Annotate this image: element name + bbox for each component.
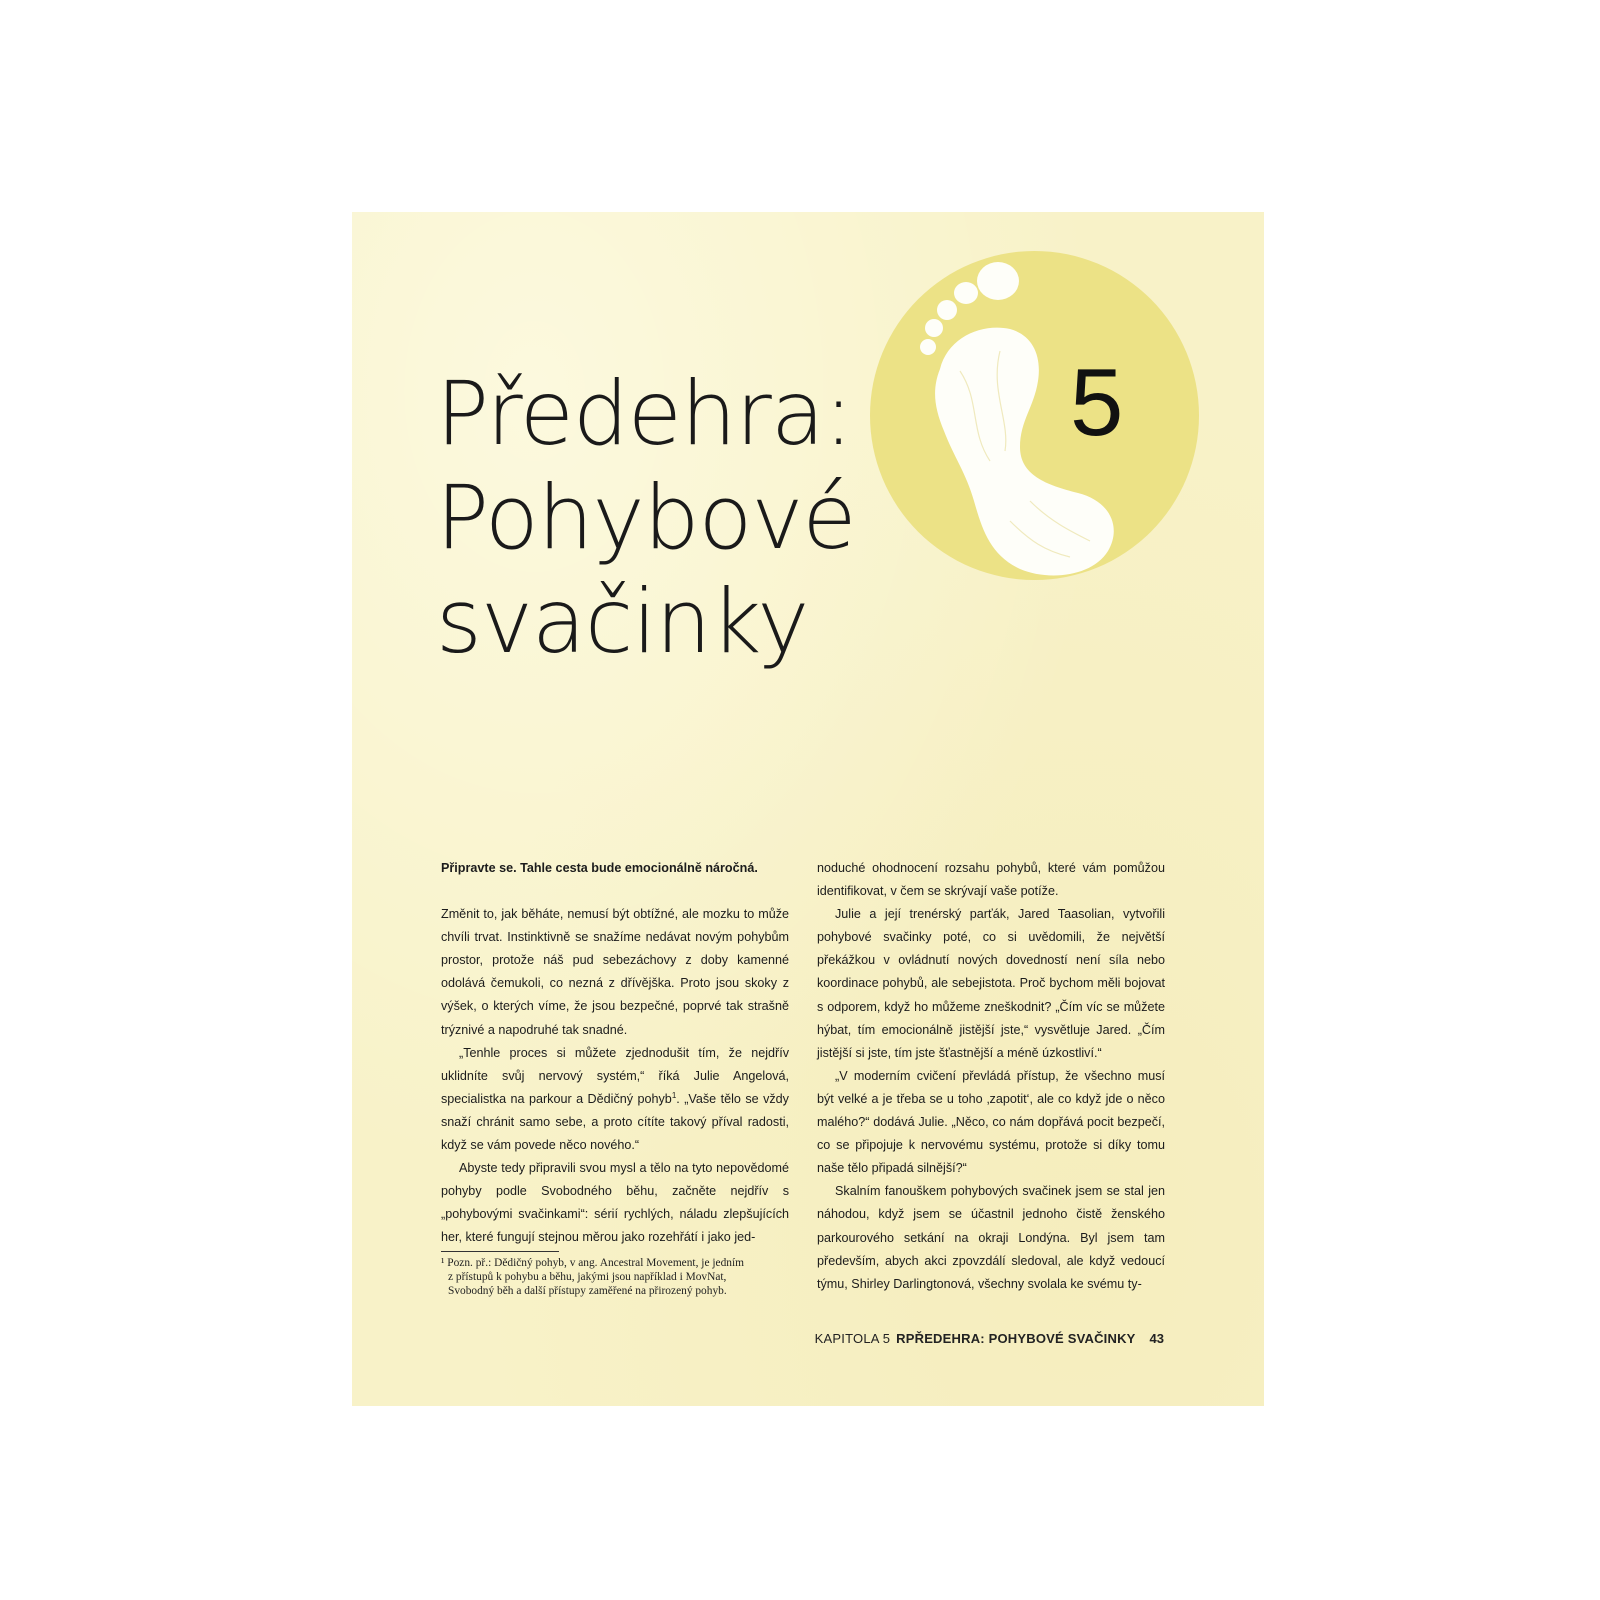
paragraph: Skalním fanouškem pohybových svačinek jsem se stal jen náhodou, když jsem se účastnil jednoho čistě ženského parkourového setkání na okraji Londýna. Byl jsem tam především, abych akci zpovzdálí sledoval, ale když vedoucí týmu, Shirley Darlingtonová, všechny svolala ke svému ty- [817, 1184, 1165, 1291]
chapter-number: 5 [1070, 349, 1124, 456]
footnote-line: z přístupů k pohybu a běhu, jakými jsou například i MovNat, [448, 1271, 727, 1284]
footnote-line: Svobodný běh a další přístupy zaměřené na přirozený pohyb. [448, 1285, 727, 1298]
paragraph-text: . „Vaše tělo se vždy snaží chránit samo sebe, a proto cítíte takový příval radosti, když se vám povede něco nového.“ [441, 1091, 789, 1153]
chapter-title-line: svačinky [436, 570, 809, 673]
paragraph: Julie a její trenérský parťák, Jared Taasolian, vytvořili pohybové svačinky poté, co si uvědomili, že největší překážkou v ovládnutí nových dovedností není síla nebo koordinace pohybů, ale sebejistota. Proč bychom měli bojovat s odporem, když ho můžeme zneškodnit? „Čím víc se můžete hýbat, tím emocionálně jistější jste,“ vysvětluje Jared. „Čím jistější si jste, tím jste šťastnější a méně úzkostliví.“ [817, 907, 1165, 1060]
paragraph: noduché ohodnocení rozsahu pohybů, které vám pomůžou identifikovat, v čem se skrývají vaše potíže. [817, 861, 1165, 899]
chapter-label: KAPITOLA 5 [814, 1331, 891, 1346]
paragraph-text: „Tenhle proces si můžete zjednodušit tím, že nejdřív uklidníte svůj nervový systém,“ říká Julie Angelová, specialistka na parkour a Dědičný pohyb [441, 1045, 789, 1106]
footnote-marker: 1 [671, 1090, 677, 1100]
text-column-right [817, 857, 1165, 1296]
footnote-line: ¹ Pozn. př.: Dědičný pohyb, v ang. Ancestral Movement, je jedním [441, 1257, 744, 1269]
running-title: RPŘEDEHRA: POHYBOVÉ SVAČINKY [896, 1331, 1136, 1346]
text-column-left [441, 857, 789, 1250]
lead-paragraph: Připravte se. Tahle cesta bude emocionálně náročná. [441, 861, 758, 875]
running-footer [815, 1331, 1164, 1346]
paragraph: „V moderním cvičení převládá přístup, že všechno musí být velké a je třeba se u toho ‚zapotit‘, ale co když jde o něco malého?“ dodává Julie. „Něco, co nám dopřává pocit bezpečí, co se připojuje k nervovému systému, protože si díky tomu naše tělo připadá silnější?“ [817, 1068, 1165, 1176]
paragraph [441, 1042, 789, 1157]
chapter-title-line: Předehra: [436, 362, 853, 465]
page-number: 43 [1149, 1331, 1164, 1346]
footnote [441, 1256, 789, 1299]
chapter-title [436, 362, 856, 674]
paragraph: Změnit to, jak běháte, nemusí být obtížné, ale mozku to může chvíli trvat. Instinktivně se snažíme nedávat novým pohybům prostor, protože náš pud sebezáchovy z doby kamenné odolává čemukoli, co nezná z dřívějška. Proto jsou skoky z výšek, o kterých víme, že jsou bezpečné, poprvé tak strašně trýznivé a napodruhé tak snadné. [441, 907, 789, 1037]
footnote-divider [441, 1251, 559, 1252]
chapter-title-line: Pohybové [436, 466, 856, 569]
paragraph: Abyste tedy připravili svou mysl a tělo na tyto nepovědomé pohyby podle Svobodného běhu, začněte nejdřív s „pohybovými svačinkami“: sérií rychlých, náladu zlepšujících her, které fungují stejnou měrou jako rozehřátí i jako jed- [441, 1161, 789, 1245]
